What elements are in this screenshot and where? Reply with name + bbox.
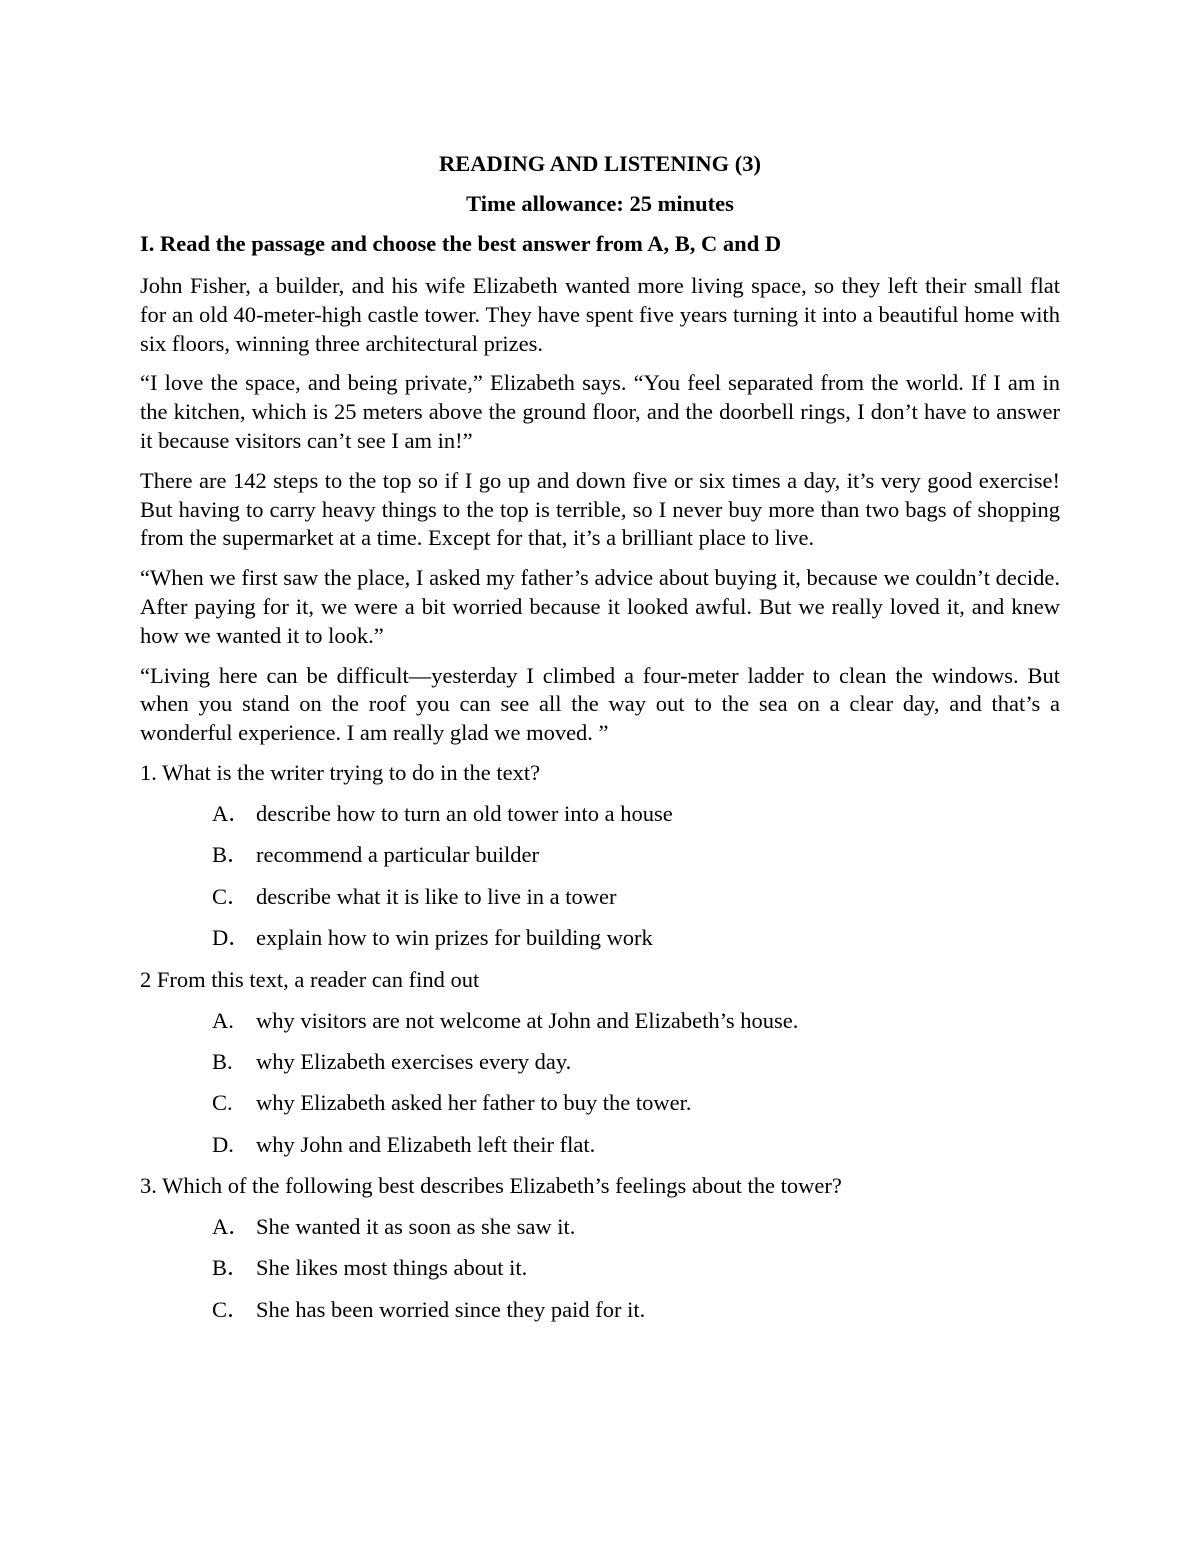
- option-text: describe how to turn an old tower into a house: [256, 800, 673, 826]
- option-letter: D．: [212, 925, 251, 951]
- option-letter: B．: [212, 1255, 250, 1281]
- passage-paragraph: “I love the space, and being private,” Elizabeth says. “You feel separated from the world. If I am in the kitchen, which is 25 meters above the ground floor, and the doorbell rings, I don’t have to answer it because visitors can’t see I am in!”: [140, 370, 1060, 453]
- option-text: why John and Elizabeth left their flat.: [256, 1131, 596, 1157]
- document-page: [140, 150, 1060, 1337]
- document-title: READING AND LISTENING (3): [439, 151, 761, 176]
- question-3-options: [140, 1213, 1060, 1324]
- passage-paragraph: “Living here can be difficult—yesterday I climbed a four-meter ladder to clean the windows. But when you stand on the roof you can see all the way out to the sea on a clear day, and that’s a wonderful experience. I am really glad we moved. ”: [140, 662, 1060, 746]
- option-letter: B.: [212, 1048, 233, 1074]
- answer-option: [140, 883, 1060, 911]
- passage-paragraph: There are 142 steps to the top so if I go up and down five or six times a day, it’s very good exercise! But having to carry heavy things to the top is terrible, so I never buy more than two bags of shopping from the supermarket at a time. Except for that, it’s a brilliant place to live.: [140, 467, 1060, 551]
- option-letter: A．: [212, 1214, 251, 1240]
- option-text: why Elizabeth asked her father to buy the tower.: [256, 1090, 692, 1116]
- option-letter: A.: [212, 1007, 234, 1033]
- option-text: recommend a particular builder: [256, 842, 539, 868]
- passage-paragraph: John Fisher, a builder, and his wife Elizabeth wanted more living space, so they left their small flat for an old 40-meter-high castle tower. They have spent five years turning it into a beautiful home with six floors, winning three architectural prizes.: [140, 273, 1060, 356]
- answer-option: [140, 1007, 1060, 1035]
- answer-option: [140, 1296, 1060, 1324]
- answer-option: [140, 1131, 1060, 1159]
- option-text: She likes most things about it.: [256, 1255, 528, 1281]
- option-letter: D.: [212, 1131, 234, 1157]
- option-letter: C．: [212, 1296, 250, 1322]
- question-1-options: [140, 800, 1060, 952]
- question-3: 3. Which of the following best describes Elizabeth’s feelings about the tower?: [140, 1173, 842, 1199]
- time-allowance: Time allowance: 25 minutes: [466, 191, 734, 216]
- answer-option: [140, 924, 1060, 952]
- answer-option: [140, 1213, 1060, 1241]
- option-text: why Elizabeth exercises every day.: [256, 1048, 572, 1074]
- passage-paragraph: “When we first saw the place, I asked my father’s advice about buying it, because we couldn’t decide. After paying for it, we were a bit worried because it looked awful. But we really loved it, and knew how we wanted it to look.”: [140, 565, 1060, 648]
- option-letter: A．: [212, 800, 251, 826]
- option-text: describe what it is like to live in a tower: [256, 883, 617, 909]
- section-heading: I. Read the passage and choose the best answer from A, B, C and D: [140, 231, 782, 256]
- option-text: She wanted it as soon as she saw it.: [256, 1214, 576, 1240]
- option-text: She has been worried since they paid for it.: [256, 1296, 646, 1322]
- question-2: 2 From this text, a reader can find out: [140, 966, 480, 992]
- question-2-options: [140, 1007, 1060, 1159]
- answer-option: [140, 1254, 1060, 1282]
- option-letter: C．: [212, 883, 250, 909]
- answer-option: [140, 841, 1060, 869]
- option-letter: C.: [212, 1090, 233, 1116]
- option-letter: B．: [212, 842, 250, 868]
- answer-option: [140, 1048, 1060, 1076]
- answer-option: [140, 1089, 1060, 1117]
- answer-option: [140, 800, 1060, 828]
- question-1: 1. What is the writer trying to do in the text?: [140, 759, 541, 785]
- option-text: why visitors are not welcome at John and Elizabeth’s house.: [256, 1007, 799, 1033]
- option-text: explain how to win prizes for building work: [256, 925, 653, 951]
